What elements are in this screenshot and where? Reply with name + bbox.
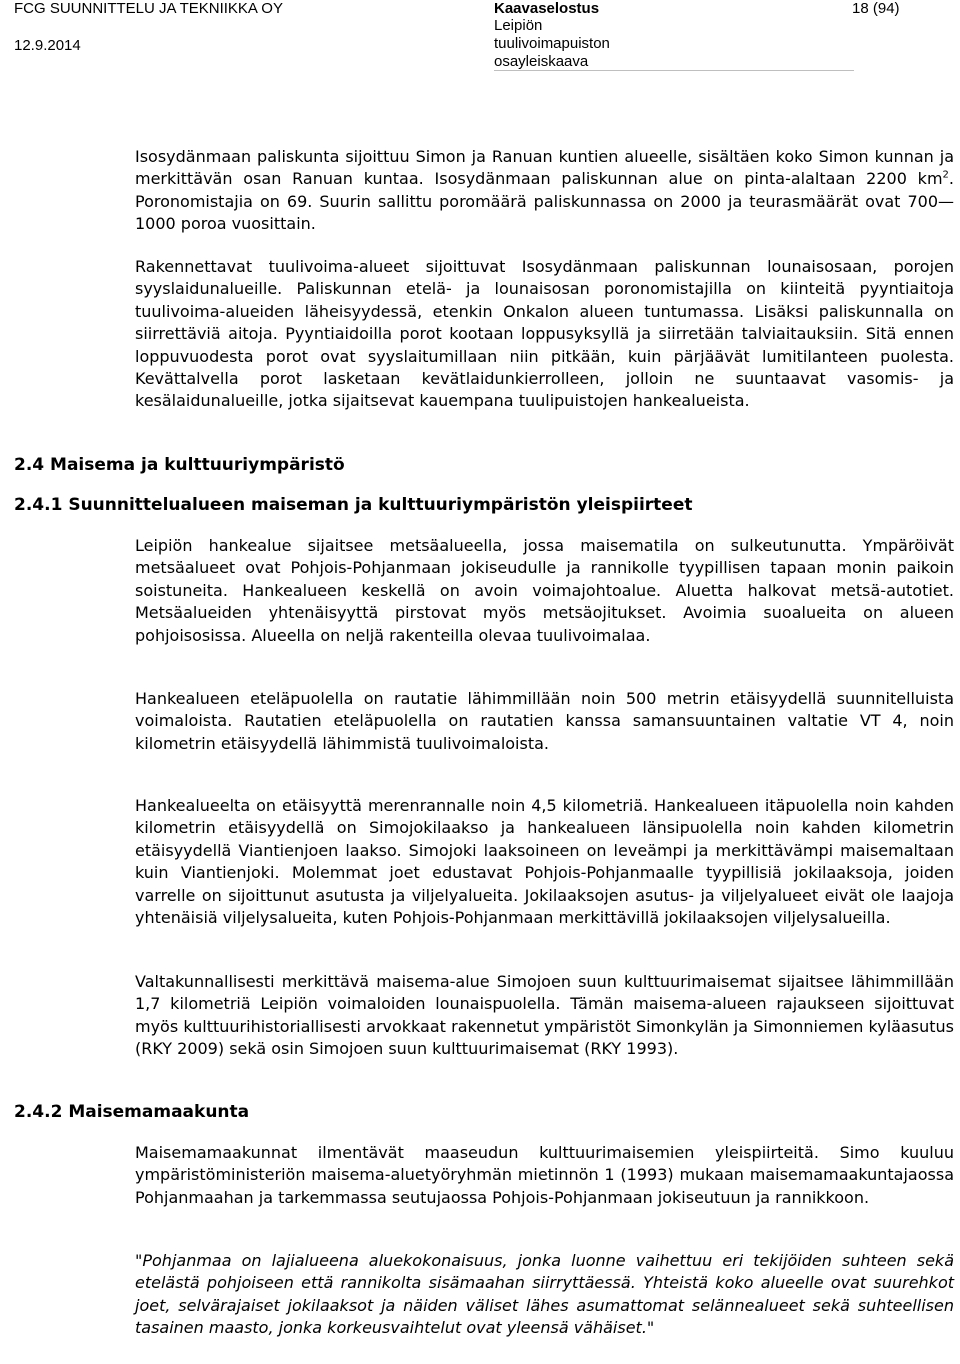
page-number: 18 (94) bbox=[852, 0, 900, 17]
paragraph: Leipiön hankealue sijaitsee metsäalueella, jossa maisematila on sulkeutunutta. Ympäröivät metsäalueet ovat Pohjois-Pohjanmaan jokiseudulle ja rannikolle tyypillisen tapaan monin paikoin soistuneita. Hankealueen keskellä on avoin voimajohtoalue. Aluetta halkovat metsä-autotiet. Metsäalueiden yhtenäisyyttä pirstovat myös metsäojitukset. Avoimia suoalueita on alueen pohjoisosissa. Alueella on neljä rakenteilla olevaa tuulivoimalaa. bbox=[135, 536, 954, 645]
project-name bbox=[494, 17, 610, 71]
superscript: 2 bbox=[942, 170, 949, 182]
paragraph: Hankealueelta on etäisyyttä merenrannalle noin 4,5 kilometriä. Hankealueen itäpuolella noin kahden kilometrin etäisyydellä on Simojokilaakso ja hankealueen länsipuolella noin kahden kilometrin etäisyydellä Viantienjoen laakso. Simojoki laaksoineen on leveämpi ja merkittävämpi maisemaltaan kuin Viantienjoki. Molemmat joet edustavat Pohjois-Pohjanmaalle tyypillisiä jokilaaksoja, joiden varrelle on sijoittunut asutusta ja viljelyalueita. Jokilaaksojen asutus- ja viljelyalueet eivät ole laajoja yhtenäisiä viljelysalueita, kuten Pohjois-Pohjanmaan merkittävillä jokilaaksojen viljelysalueilla. bbox=[135, 796, 954, 928]
document-type: Kaavaselostus bbox=[494, 0, 600, 17]
page-header bbox=[0, 0, 960, 72]
document-date: 12.9.2014 bbox=[14, 37, 81, 54]
quote-paragraph: "Pohjanmaa on lajialueena aluekokonaisuus, jonka luonne vaihettuu eri tekijöiden suhteen sekä etelästä pohjoiseen että rannikolta sisämaahan siirryttäessä. Yhteistä koko alueelle ovat suurehkot joet, selvärajaiset jokilaaksot ja näiden väliset lähes asumattomat selännealueet sekä suhteellisen tasainen maasto, jonka korkeusvaihtelut ovat yleensä vähäiset." bbox=[135, 1251, 954, 1338]
section-heading: 2.4 Maisema ja kulttuuriympäristö bbox=[14, 455, 345, 475]
project-name-line-2: tuulivoimapuiston bbox=[494, 35, 610, 52]
paragraph-paliskunta-intro bbox=[135, 146, 954, 236]
subsection-heading: 2.4.1 Suunnittelualueen maiseman ja kulttuuriympäristön yleispiirteet bbox=[14, 495, 693, 515]
paragraph: Valtakunnallisesti merkittävä maisema-alue Simojoen suun kulttuurimaisemat sijaitsee lähimmillään 1,7 kilometriä Leipiön voimaloiden lounaispuolella. Tämän maisema-alueen rajaukseen sijoittuvat myös kulttuurihistoriallisesti arvokkaat rakennetut ympäristöt Simonkylän ja Simonniemen kyläasutus (RKY 2009) sekä osin Simojoen suun kulttuurimaisemat (RKY 1993). bbox=[135, 972, 954, 1059]
company-name: FCG SUUNNITTELU JA TEKNIIKKA OY bbox=[14, 0, 283, 17]
project-name-line-3: osayleiskaava bbox=[494, 53, 589, 70]
subsection-heading: 2.4.2 Maisemamaakunta bbox=[14, 1102, 250, 1122]
paragraph-text: Isosydänmaan paliskunta sijoittuu Simon ja Ranuan kuntien alueelle, sisältäen koko Simon kunnan ja merkittävän osan Ranuan kuntaa. Isosydänmaan paliskunnan alue on pinta-alaltaan 2200 km bbox=[135, 147, 954, 189]
paragraph-text: . Poronomistajia on 69. Suurin sallittu poromäärä paliskunnassa on 2000 ja teurasmäärät ovat 700—1000 poroa vuosittain. bbox=[135, 169, 954, 234]
paragraph: Maisemamaakunnat ilmentävät maaseudun kulttuurimaisemien yleispiirteitä. Simo kuuluu ympäristöministeriön maisema-aluetyöryhmän mietinnön 1 (1993) mukaan maisemamaakuntajaossa Pohjanmaahan ja tarkemmassa seutujaossa Pohjois-Pohjanmaan jokiseutuun ja rannikkoon. bbox=[135, 1143, 954, 1207]
project-name-line-1: Leipiön bbox=[494, 17, 543, 34]
header-divider bbox=[494, 70, 854, 71]
paragraph-tuulivoima-alueet: Rakennettavat tuulivoima-alueet sijoittuvat Isosydänmaan paliskunnan lounaisosaan, porojen syyslaidunalueille. Paliskunnan etelä- ja lounaisosan poronomistajilla on kiinteitä pyyntiaitoja tuulivoima-alueiden läheisyydessä, etenkin Onkalon alueen tuntumassa. Lisäksi paliskunnalla on siirrettäviä aitoja. Pyyntiaidoilla porot kootaan loppusyksyllä ja siirretään talviaitauksiin. Sitä ennen loppuvuodesta porot ovat syyslaitumillaan niin pitkään, kuin pärjäävät lumitilanteen puolesta. Kevättalvella porot lasketaan kevätlaidunkierrolleen, jolloin ne suuntaavat vasomis- ja kesälaidunalueille, jotka sijaitsevat kauempana tuulipuistojen hankealueista. bbox=[135, 257, 954, 411]
paragraph: Hankealueen eteläpuolella on rautatie lähimmillään noin 500 metrin etäisyydellä suunnitelluista voimaloista. Rautatien eteläpuolella on rautatien kanssa samansuuntainen valtatie VT 4, noin kilometrin etäisyydellä lähimmistä tuulivoimaloista. bbox=[135, 689, 954, 753]
